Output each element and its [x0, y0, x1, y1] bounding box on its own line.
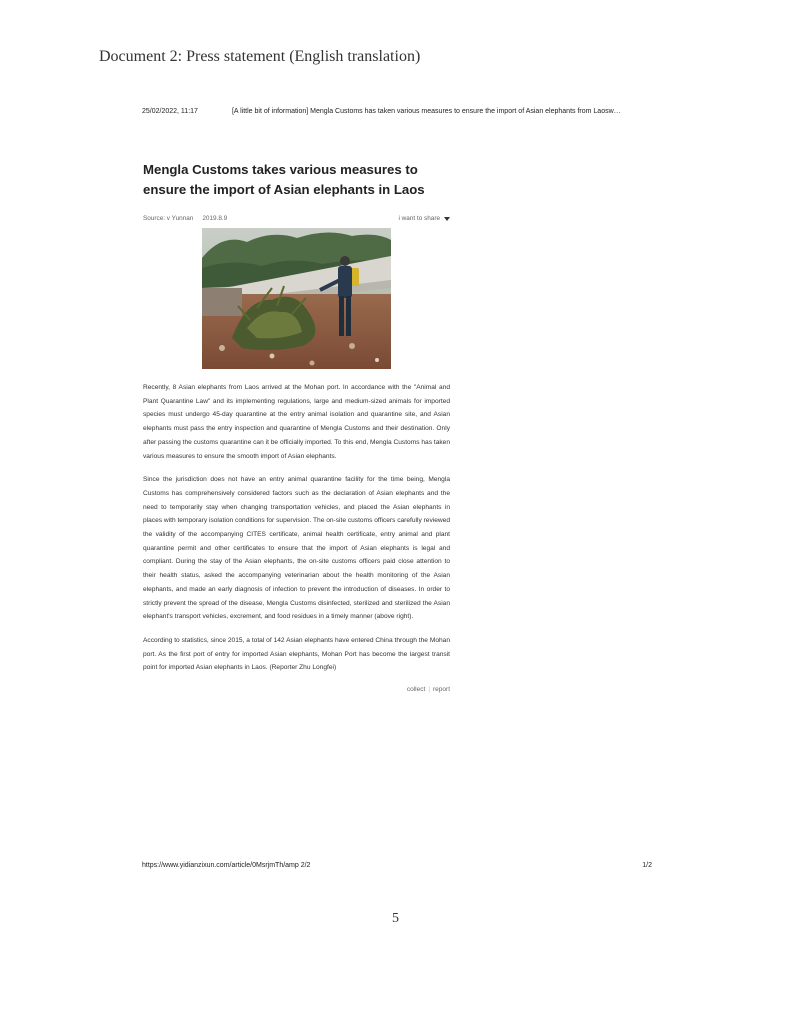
article-paragraph: Recently, 8 Asian elephants from Laos arrived at the Mohan port. In accordance with the "Animal and Plant Quarantine Law" and its implementing regulations, large and medium-sized animals for imported species must undergo 45-day quarantine at the entry animal isolation and quarantine site, and Asian elephants must pass the entry inspection and quarantine of Mengla Customs and their destination. Only after passing the customs quarantine can it be officially imported. To this end, Mengla Customs has taken various measures to ensure the smooth import of Asian elephants. — [143, 384, 450, 460]
print-page-count: 1/2 — [642, 862, 652, 869]
print-url: https://www.yidianzixun.com/article/0MsrjmTh/amp 2/2 — [142, 862, 311, 869]
share-button[interactable] — [398, 215, 450, 222]
collect-link[interactable]: collect — [406, 686, 426, 694]
print-header — [142, 108, 652, 115]
article-date: 2019.8.9 — [202, 214, 228, 222]
article-title: Mengla Customs takes various measures to ensure the import of Asian elephants in Laos — [143, 162, 425, 197]
print-datetime: 25/02/2022, 11:17 — [142, 108, 198, 115]
article-actions — [143, 686, 450, 693]
article — [143, 160, 450, 693]
article-source: Source: v Yunnan — [143, 214, 194, 222]
article-meta — [143, 212, 450, 224]
document-heading: Document 2: Press statement (English translation) — [99, 48, 421, 65]
page-number: 5 — [392, 911, 399, 926]
article-paragraph: According to statistics, since 2015, a total of 142 Asian elephants have entered China through the Mohan port. As the first port of entry for imported Asian elephants, Mohan Port has become the largest transit point for imported Asian elephants in Laos. (Reporter Zhu Longfei) — [143, 636, 450, 672]
article-source-date — [143, 215, 227, 222]
print-page-title: [A little bit of information] Mengla Customs has taken various measures to ensure the import of Asian elephants from Laosw… — [231, 108, 621, 115]
divider: | — [428, 686, 431, 694]
print-footer — [142, 862, 652, 869]
share-label: i want to share — [398, 214, 440, 222]
report-link[interactable]: report — [433, 686, 450, 694]
article-paragraph: Since the jurisdiction does not have an entry animal quarantine facility for the time being, Mengla Customs has comprehensively considered factors such as the declaration of Asian elephants and the need to temporarily stay when changing transportation vehicles, and placed the Asian elephants in places with temporary isolation conditions for supervision. The on-site customs officers carefully reviewed the validity of the accompanying CITES certificate, animal health certificate, entry animal and plant quarantine permit and other certificates to ensure that the import of Asian elephants is legal and compliant. During the stay of the Asian elephants, the on-site customs officers paid close attention to their health status, asked the accompanying veterinarian about the health monitoring of the Asian elephants, and made an early diagnosis of infection to prevent the introduction of diseases. In order to strictly prevent the spread of the disease, Mengla Customs disinfected, sterilized and sterilized the Asian elephant's transport vehicles, excrement, and food residues in a timely manner (above right). — [143, 476, 450, 621]
caret-down-icon — [444, 217, 450, 221]
photo-customs-officer-disinfecting-icon — [202, 228, 391, 369]
